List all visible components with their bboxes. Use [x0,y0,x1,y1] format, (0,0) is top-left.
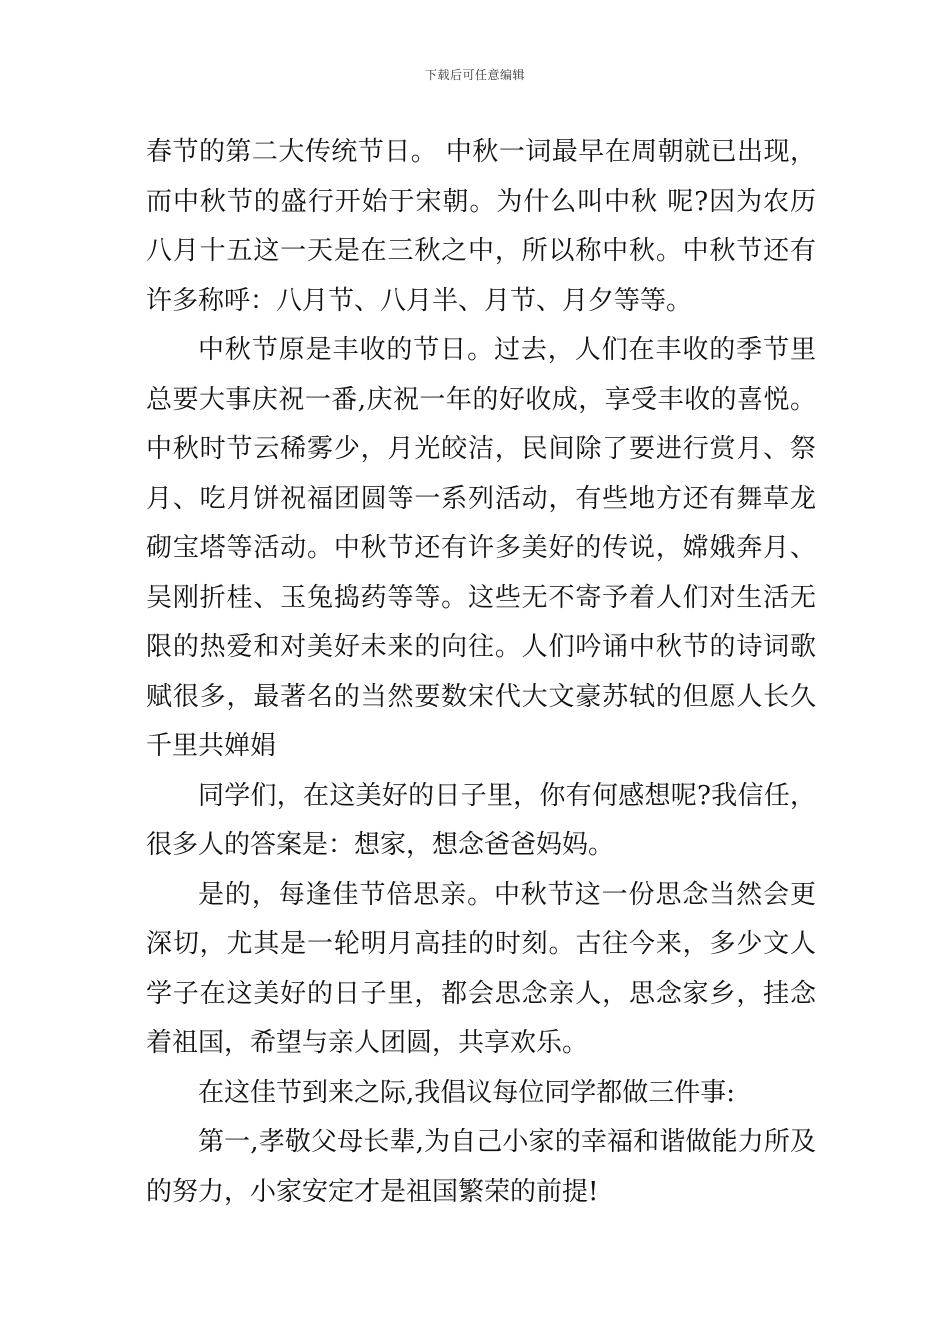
paragraph-4: 是的，每逢佳节倍思亲。中秋节这一份思念当然会更深切，尤其是一轮明月高挂的时刻。古往今来，多少文人学子在这美好的日子里，都会思念亲人，思念家乡，挂念着祖国，希望与亲人团圆，共享欢乐。 [146,879,816,1058]
paragraph-5: 在这佳节到来之际,我倡议每位同学都做三件事: [198,1077,736,1108]
paragraph-1: 春节的第二大传统节日。 中秋一词最早在周朝就已出现，而中秋节的盛行开始于宋朝。为什么叫中秋 呢?因为农历八月十五这一天是在三秋之中，所以称中秋。中秋节还有许多称呼：八月节、八月半、月节、月夕等等。 [146,137,816,316]
document-body [146,128,816,1217]
paragraph-2: 中秋节原是丰收的节日。过去，人们在丰收的季节里总要大事庆祝一番,庆祝一年的好收成，享受丰收的喜悦。中秋时节云稀雾少，月光皎洁，民间除了要进行赏月、祭月、吃月饼祝福团圆等一系列活动，有些地方还有舞草龙砌宝塔等活动。中秋节还有许多美好的传说，嫦娥奔月、吴刚折桂、玉兔捣药等等。这些无不寄予着人们对生活无限的热爱和对美好未来的向往。人们吟诵中秋节的诗词歌赋很多，最著名的当然要数宋代大文豪苏轼的但愿人长久千里共婵娟 [146,335,816,761]
header-note: 下载后可任意编辑 [424,68,525,82]
paragraph-3: 同学们，在这美好的日子里，你有何感想呢?我信任，很多人的答案是：想家，想念爸爸妈妈。 [146,780,816,860]
paragraph-6: 第一,孝敬父母长辈,为自己小家的幸福和谐做能力所及的努力，小家安定才是祖国繁荣的前提! [146,1127,816,1207]
